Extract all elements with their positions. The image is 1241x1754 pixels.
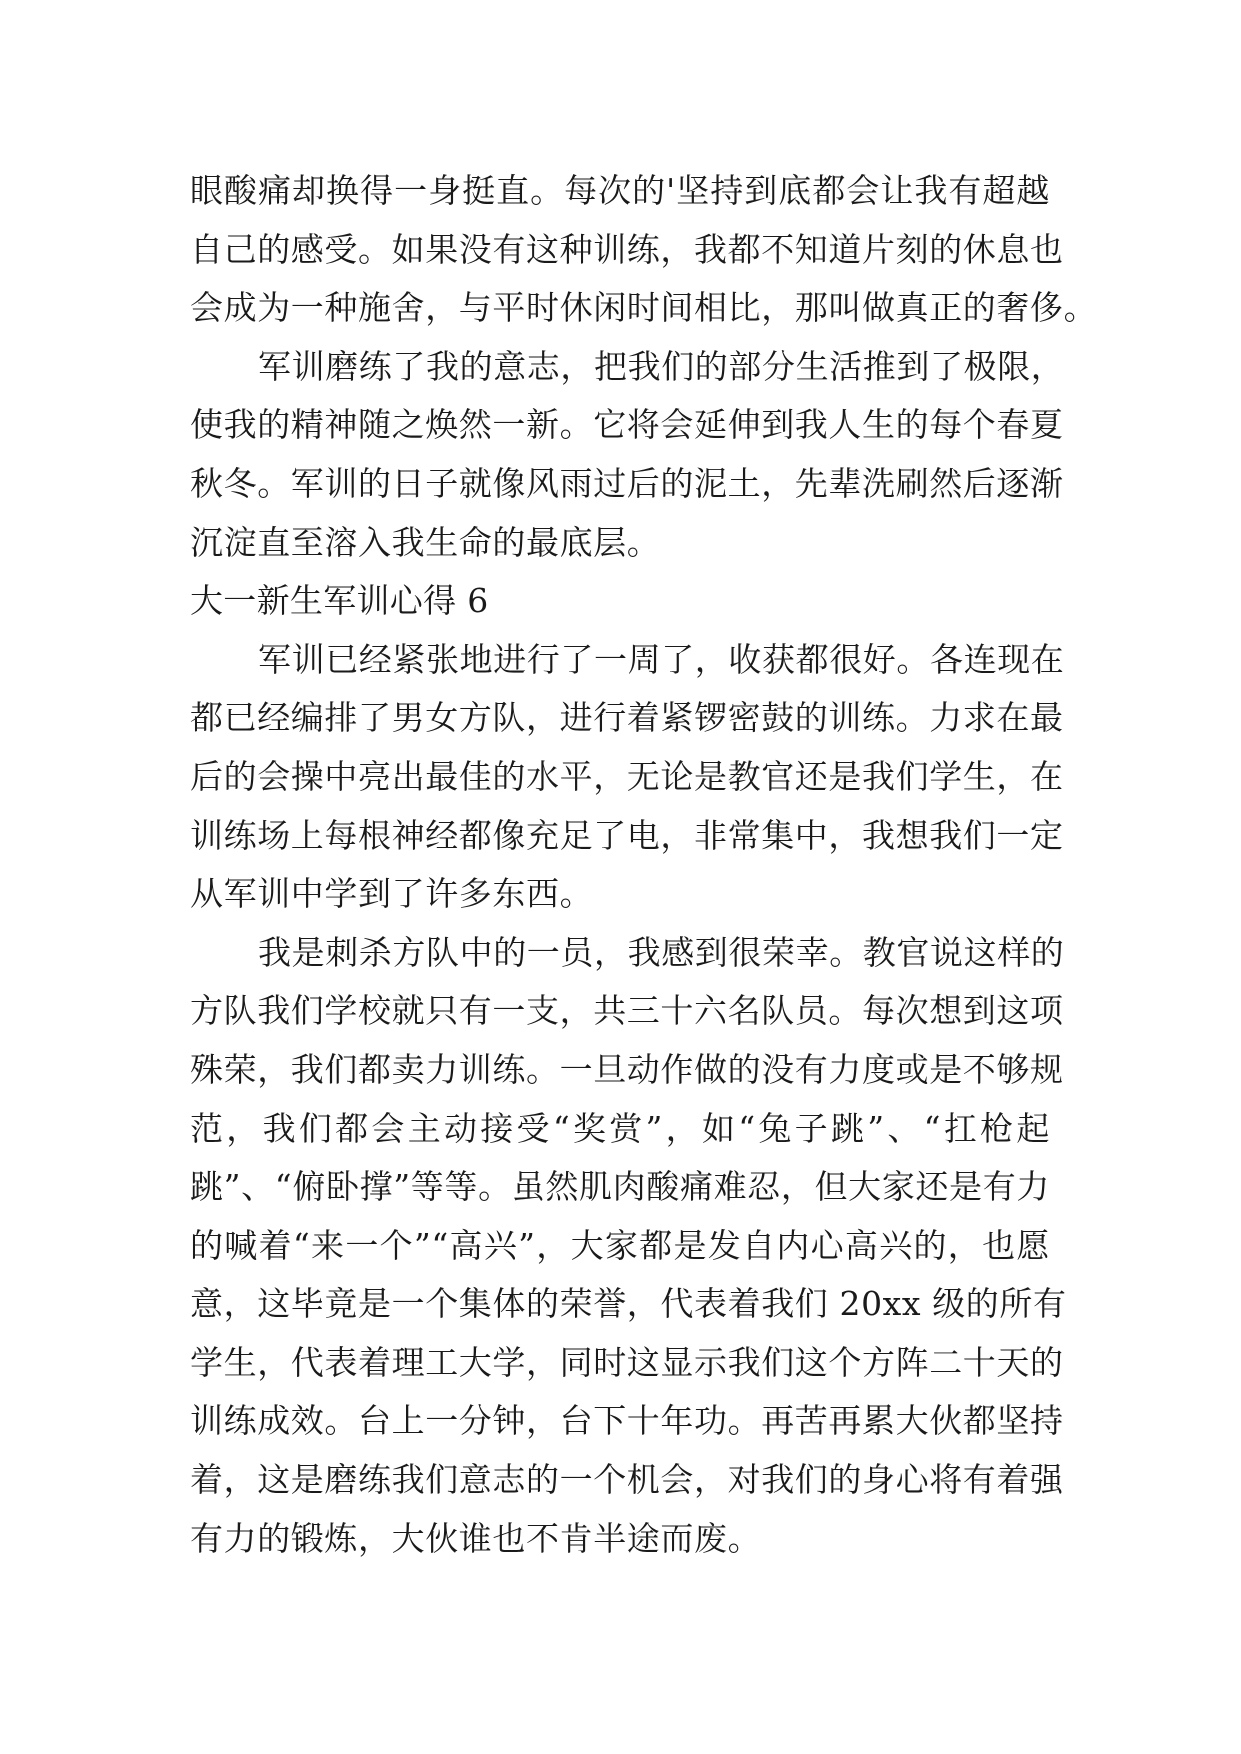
text-line: 后的会操中亮出最佳的水平，无论是教官还是我们学生，在: [190, 756, 1064, 796]
paragraph-first-line: 军训已经紧张地进行了一周了，收获都很好。各连现在: [258, 639, 1065, 679]
text-line: 的喊着“来一个”“高兴”，大家都是发自内心高兴的，也愿: [190, 1225, 1050, 1265]
text-line: 跳”、“俯卧撑”等等。虽然肌肉酸痛难忍，但大家还是有力: [190, 1167, 1050, 1207]
paragraph-first-line: 军训磨练了我的意志，把我们的部分生活推到了极限，: [258, 346, 1065, 386]
text-line: 沉淀直至溶入我生命的最底层。: [190, 522, 661, 562]
text-line: 有力的锻炼，大伙谁也不肯半途而废。: [190, 1518, 762, 1558]
section-heading: 大一新生军训心得 6: [190, 581, 489, 621]
text-line: 着，这是磨练我们意志的一个机会，对我们的身心将有着强: [190, 1460, 1064, 1500]
text-line: 使我的精神随之焕然一新。它将会延伸到我人生的每个春夏: [190, 405, 1064, 445]
text-line: 会成为一种施舍，与平时休闲时间相比，那叫做真正的奢侈。: [190, 288, 1098, 328]
paragraph-first-line: 我是刺杀方队中的一员，我感到很荣幸。教官说这样的: [258, 932, 1065, 972]
text-line: 眼酸痛却换得一身挺直。每次的'坚持到底都会让我有超越: [190, 171, 1050, 210]
text-line: 训练场上每根神经都像充足了电，非常集中，我想我们一定: [190, 815, 1064, 855]
text-line: 殊荣，我们都卖力训练。一旦动作做的没有力度或是不够规: [190, 1049, 1064, 1089]
text-line: 训练成效。台上一分钟，台下十年功。再苦再累大伙都坚持: [190, 1401, 1064, 1441]
text-line: 意，这毕竟是一个集体的荣誉，代表着我们 20xx 级的所有: [190, 1284, 1067, 1324]
text-line: 学生，代表着理工大学，同时这显示我们这个方阵二十天的: [190, 1342, 1064, 1382]
document-body: [190, 162, 1098, 1568]
text-line: 秋冬。军训的日子就像风雨过后的泥土，先辈洗刷然后逐渐: [190, 463, 1064, 503]
text-line: 范，我们都会主动接受“奖赏”，如“兔子跳”、“扛枪起: [190, 1108, 1050, 1148]
text-line: 自己的感受。如果没有这种训练，我都不知道片刻的休息也: [190, 229, 1064, 269]
text-line: 都已经编排了男女方队，进行着紧锣密鼓的训练。力求在最: [190, 698, 1064, 738]
text-line: 从军训中学到了许多东西。: [190, 874, 594, 914]
text-line: 方队我们学校就只有一支，共三十六名队员。每次想到这项: [190, 991, 1064, 1031]
